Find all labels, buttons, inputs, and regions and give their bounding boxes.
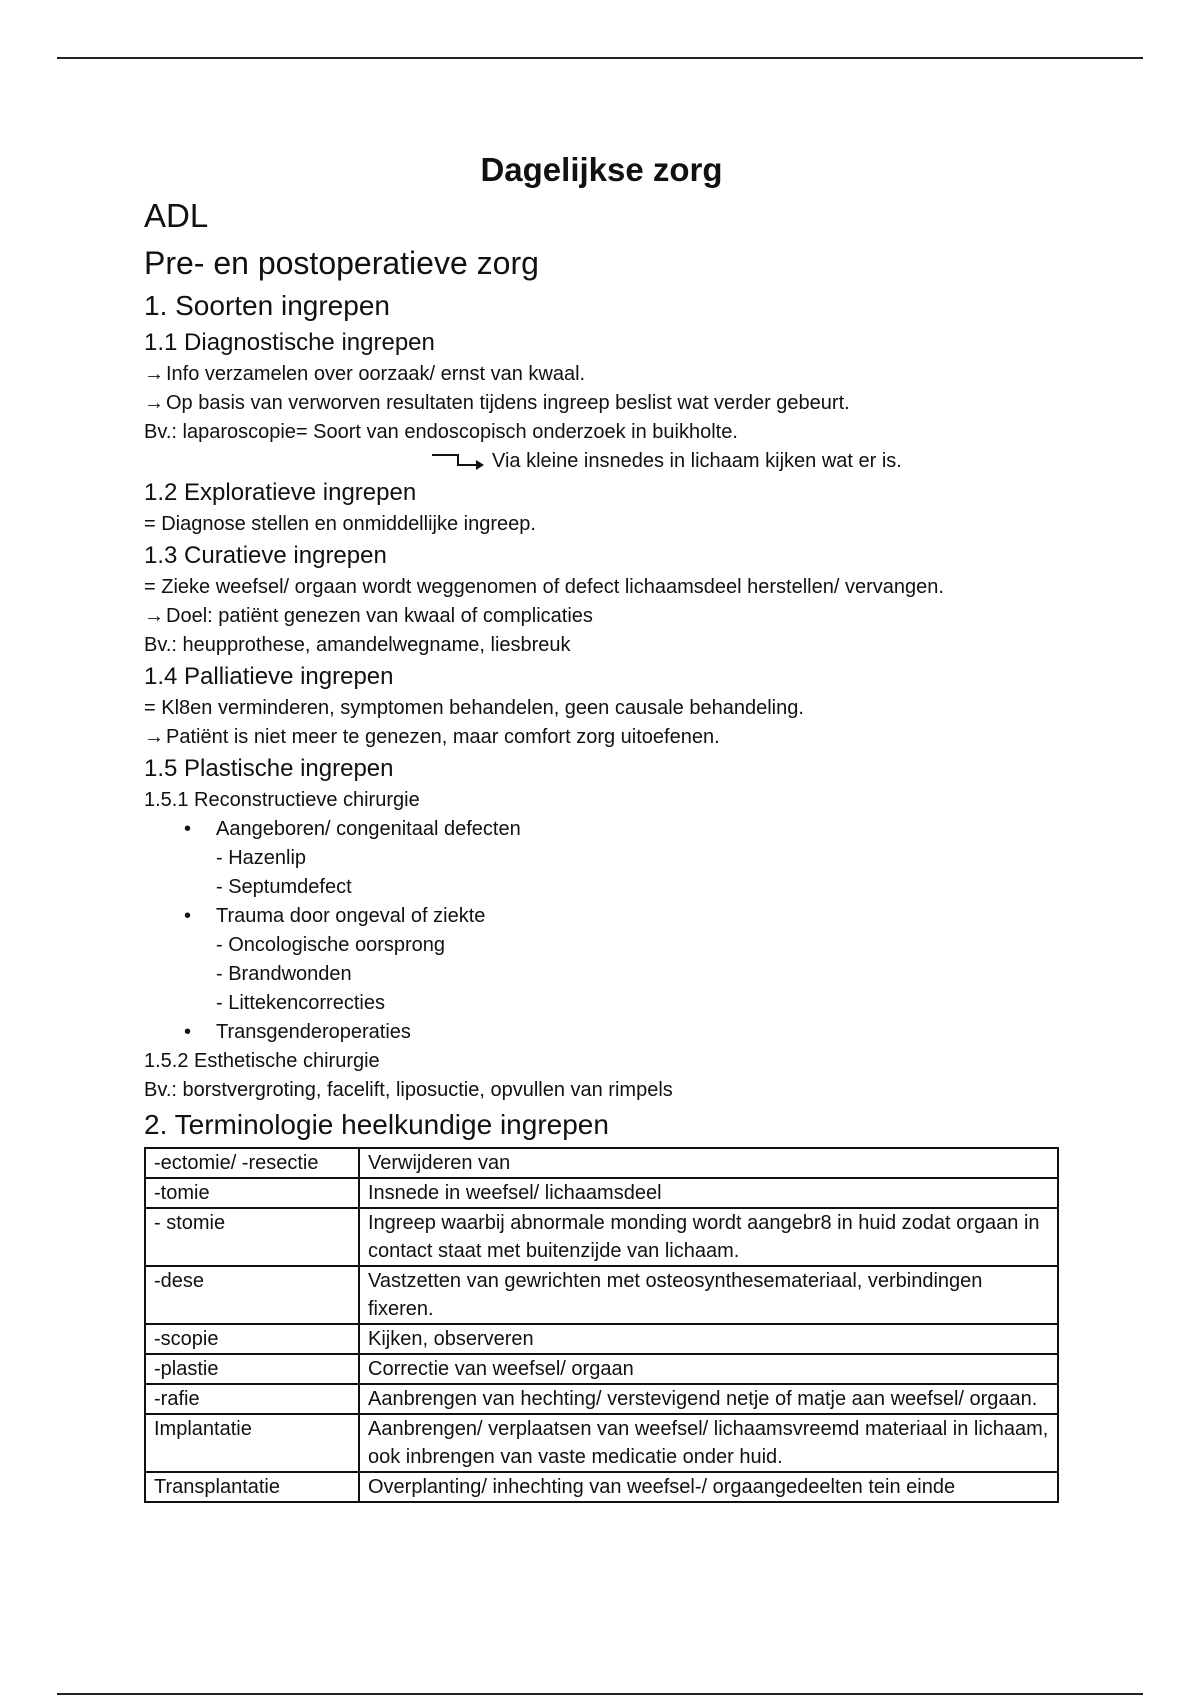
curatief-line-2: → Doel: patiënt genezen van kwaal of complicaties [144, 602, 1059, 631]
list-item: • Trauma door ongeval of ziekte - Oncologische oorsprong - Brandwonden - Littekencorrecties [144, 902, 1059, 1018]
term-cell: -scopie [145, 1324, 359, 1354]
table-row [145, 1354, 1058, 1384]
list-item: • Aangeboren/ congenitaal defecten - Hazenlip - Septumdefect [144, 815, 1059, 902]
desc-cell: Correctie van weefsel/ orgaan [359, 1354, 1058, 1384]
sub-item: - Brandwonden [216, 963, 352, 985]
heading-pre-post: Pre- en postoperatieve zorg [144, 245, 539, 281]
palliatief-line-1: = Kl8en verminderen, symptomen behandelen, geen causale behandeling. [144, 697, 804, 719]
arrow-right-icon: → [144, 726, 164, 748]
desc-cell: Aanbrengen van hechting/ verstevigend netje of matje aan weefsel/ orgaan. [359, 1384, 1058, 1414]
table-row [145, 1384, 1058, 1414]
bullet-icon: • [184, 818, 192, 840]
heading-adl: ADL [144, 197, 209, 234]
bullet-icon: • [184, 1021, 192, 1043]
bent-arrow-icon [430, 449, 490, 473]
palliatief-line-2: → Patiënt is niet meer te genezen, maar comfort zorg uitoefenen. [144, 723, 1059, 752]
heading-reconstructieve: 1.5.1 Reconstructieve chirurgie [144, 789, 420, 811]
term-cell: Implantatie [145, 1414, 359, 1472]
list-item: • Transgenderoperaties [144, 1018, 1059, 1047]
table-row [145, 1414, 1058, 1472]
diagnostisch-sub-example: Via kleine insnedes in lichaam kijken wat er is. [144, 447, 1059, 476]
exploratief-line-1: = Diagnose stellen en onmiddellijke ingreep. [144, 513, 536, 535]
table-row [145, 1324, 1058, 1354]
table-row [145, 1148, 1058, 1178]
sub-item: - Oncologische oorsprong [216, 934, 446, 956]
desc-cell: Verwijderen van [359, 1148, 1058, 1178]
arrow-right-icon: → [144, 392, 164, 414]
sub-item: - Septumdefect [216, 876, 352, 898]
term-cell: -ectomie/ -resectie [145, 1148, 359, 1178]
arrow-right-icon: → [144, 605, 164, 627]
desc-cell: Insnede in weefsel/ lichaamsdeel [359, 1178, 1058, 1208]
heading-curatieve: 1.3 Curatieve ingrepen [144, 542, 387, 569]
document-title: Dagelijkse zorg [480, 151, 723, 188]
esthetisch-example: Bv.: borstvergroting, facelift, liposuctie, opvullen van rimpels [144, 1079, 673, 1101]
arrow-right-icon: → [144, 363, 164, 385]
heading-exploratieve: 1.2 Exploratieve ingrepen [144, 479, 417, 506]
heading-palliatieve: 1.4 Palliatieve ingrepen [144, 663, 394, 690]
curatief-line-1: = Zieke weefsel/ orgaan wordt weggenomen of defect lichaamsdeel herstellen/ vervangen. [144, 576, 944, 598]
header-rule [57, 57, 1143, 59]
term-cell: - stomie [145, 1208, 359, 1266]
desc-cell: Vastzetten van gewrichten met osteosynthesemateriaal, verbindingen fixeren. [359, 1266, 1058, 1324]
sub-item: - Littekencorrecties [216, 992, 385, 1014]
table-row [145, 1266, 1058, 1324]
sub-item: - Hazenlip [216, 847, 307, 869]
term-cell: -tomie [145, 1178, 359, 1208]
heading-soorten-ingrepen: 1. Soorten ingrepen [144, 290, 390, 321]
term-cell: -plastie [145, 1354, 359, 1384]
term-cell: -dese [145, 1266, 359, 1324]
curatief-example: Bv.: heupprothese, amandelwegname, liesbreuk [144, 634, 571, 656]
table-row [145, 1472, 1058, 1502]
desc-cell: Ingreep waarbij abnormale monding wordt aangebr8 in huid zodat orgaan in contact staat met buitenzijde van lichaam. [359, 1208, 1058, 1266]
bullet-icon: • [184, 905, 192, 927]
desc-cell: Overplanting/ inhechting van weefsel-/ orgaangedeelten tein einde [359, 1472, 1058, 1502]
heading-plastische: 1.5 Plastische ingrepen [144, 755, 394, 782]
desc-cell: Aanbrengen/ verplaatsen van weefsel/ lichaamsvreemd materiaal in lichaam, ook inbrengen van vaste medicatie onder huid. [359, 1414, 1058, 1472]
footer-rule [57, 1693, 1143, 1695]
diagnostisch-line-2: → Op basis van verworven resultaten tijdens ingreep beslist wat verder gebeurt. [144, 389, 1059, 418]
heading-diagnostische: 1.1 Diagnostische ingrepen [144, 329, 435, 356]
heading-esthetische: 1.5.2 Esthetische chirurgie [144, 1050, 380, 1072]
term-cell: Transplantatie [145, 1472, 359, 1502]
bullet-list [144, 815, 1059, 1047]
table-row [145, 1178, 1058, 1208]
table-row [145, 1208, 1058, 1266]
diagnostisch-line-1: → Info verzamelen over oorzaak/ ernst van kwaal. [144, 360, 1059, 389]
terminology-table [144, 1147, 1059, 1503]
diagnostisch-example: Bv.: laparoscopie= Soort van endoscopisch onderzoek in buikholte. [144, 421, 738, 443]
term-cell: -rafie [145, 1384, 359, 1414]
heading-terminologie: 2. Terminologie heelkundige ingrepen [144, 1109, 609, 1140]
document-page [144, 148, 1059, 1503]
desc-cell: Kijken, observeren [359, 1324, 1058, 1354]
